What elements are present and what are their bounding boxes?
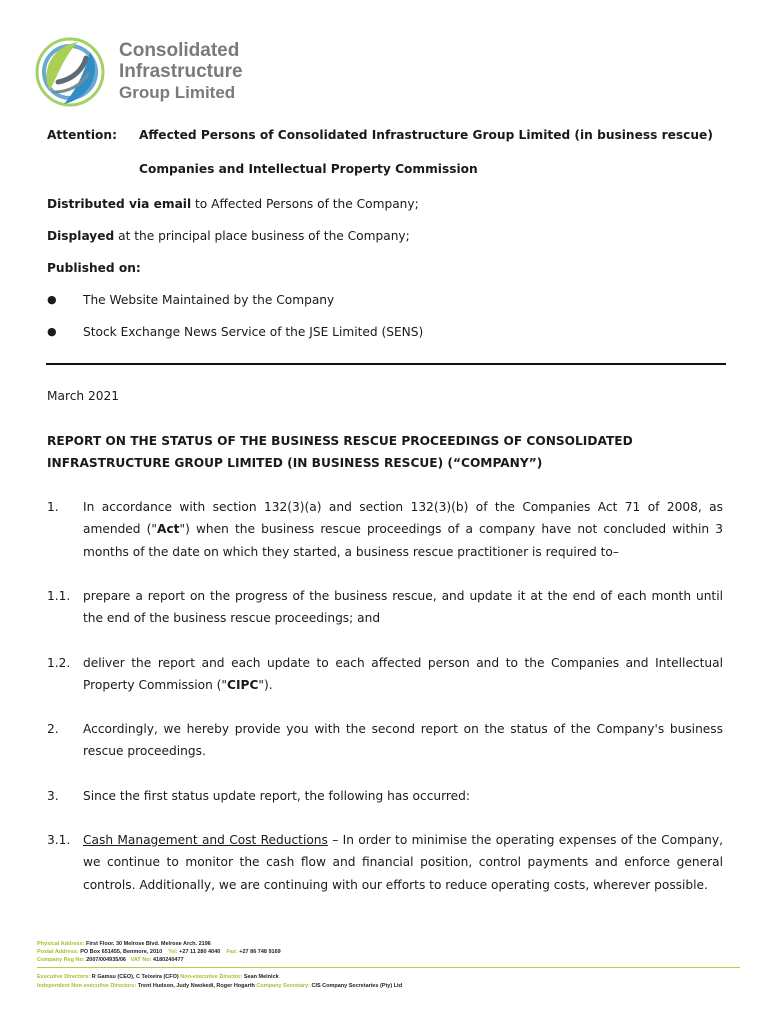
section-number: 2.: [47, 722, 59, 736]
section-number: 1.1.: [47, 589, 71, 603]
footer-independent-directors-line: Independent Non-executive Directors: Trent Hudson, Judy Nwokedi, Roger Hogarth Company Secretary: CIS Company Secretaries (Pty) Ltd: [37, 983, 403, 989]
logo-line-3: Group Limited: [119, 83, 236, 102]
section-1-text: In accordance with section 132(3)(a) and section 132(3)(b) of the Companies Act 71 of 2008, as amended ("Act") when the business rescue proceedings of a company have not concluded within 3 months of the date on which they started, a business rescue practitioner is required to–: [83, 500, 723, 559]
footer-directors-line: Executive Directors: R Gamsu (CEO), C Teixeira (CFO) Non-executive Director: Sean Melnick: [37, 974, 279, 980]
published-label: Published on:: [47, 261, 141, 275]
distributed-label: Distributed via email: [47, 197, 192, 211]
section-number: 1.2.: [47, 656, 71, 670]
report-date: March 2021: [47, 389, 120, 403]
section-3-text: Since the first status update report, the following has occurred:: [83, 789, 471, 803]
bullet-icon: ●: [47, 325, 57, 338]
published-item-1: The Website Maintained by the Company: [83, 293, 335, 307]
section-divider: [46, 363, 726, 365]
logo-wordmark: [119, 40, 243, 103]
attention-recipient-1: Affected Persons of Consolidated Infrastructure Group Limited (in business rescue): [139, 128, 713, 142]
bullet-icon: ●: [47, 293, 57, 306]
distributed-line: [47, 193, 419, 215]
section-number: 1.: [47, 500, 59, 514]
distributed-text: to Affected Persons of the Company;: [191, 197, 419, 211]
report-title-line-2: INFRASTRUCTURE GROUP LIMITED (IN BUSINESS RESCUE) (“COMPANY”): [47, 456, 543, 470]
section-3-1-text: Cash Management and Cost Reductions – In order to minimise the operating expenses of the Company, we continue to monitor the cash flow and financial position, control payments and enforce general controls. Additionally, we are continuing with our efforts to reduce operating costs, wherever possible.: [83, 833, 723, 892]
attention-label: Attention:: [47, 128, 117, 142]
company-logo: [30, 32, 116, 112]
section-3-1-heading: Cash Management and Cost Reductions: [83, 833, 328, 847]
logo-line-2: Infrastructure: [119, 61, 243, 82]
logo-line-1: Consolidated: [119, 40, 240, 61]
published-item-2: Stock Exchange News Service of the JSE Limited (SENS): [83, 325, 424, 339]
report-title-line-1: REPORT ON THE STATUS OF THE BUSINESS RESCUE PROCEEDINGS OF CONSOLIDATED: [47, 434, 633, 448]
footer-divider: [37, 967, 740, 968]
attention-recipient-2: Companies and Intellectual Property Commission: [139, 162, 478, 176]
footer-registration-line: Company Reg No: 2007/004935/06 VAT No: 4180240477: [37, 957, 184, 963]
footer-address-line: Physical Address: First Floor, 30 Melrose Blvd. Melrose Arch. 2196: [37, 941, 211, 947]
displayed-line: [47, 225, 410, 247]
displayed-label: Displayed: [47, 229, 115, 243]
section-1-1-text: prepare a report on the progress of the business rescue, and update it at the end of each month until the end of the business rescue proceedings; and: [83, 589, 723, 626]
displayed-text: at the principal place business of the Company;: [114, 229, 410, 243]
section-number: 3.: [47, 789, 59, 803]
section-number: 3.1.: [47, 833, 71, 847]
section-1-2-text: deliver the report and each update to each affected person and to the Companies and Intellectual Property Commission ("CIPC").: [83, 656, 723, 693]
footer-postal-line: Postal Address: PO Box 651455, Benmore, 2010 Tel: +27 11 280 4040 Fax: +27 86 748 9169: [37, 949, 281, 955]
section-2-text: Accordingly, we hereby provide you with the second report on the status of the Company's business rescue proceedings.: [83, 722, 723, 759]
